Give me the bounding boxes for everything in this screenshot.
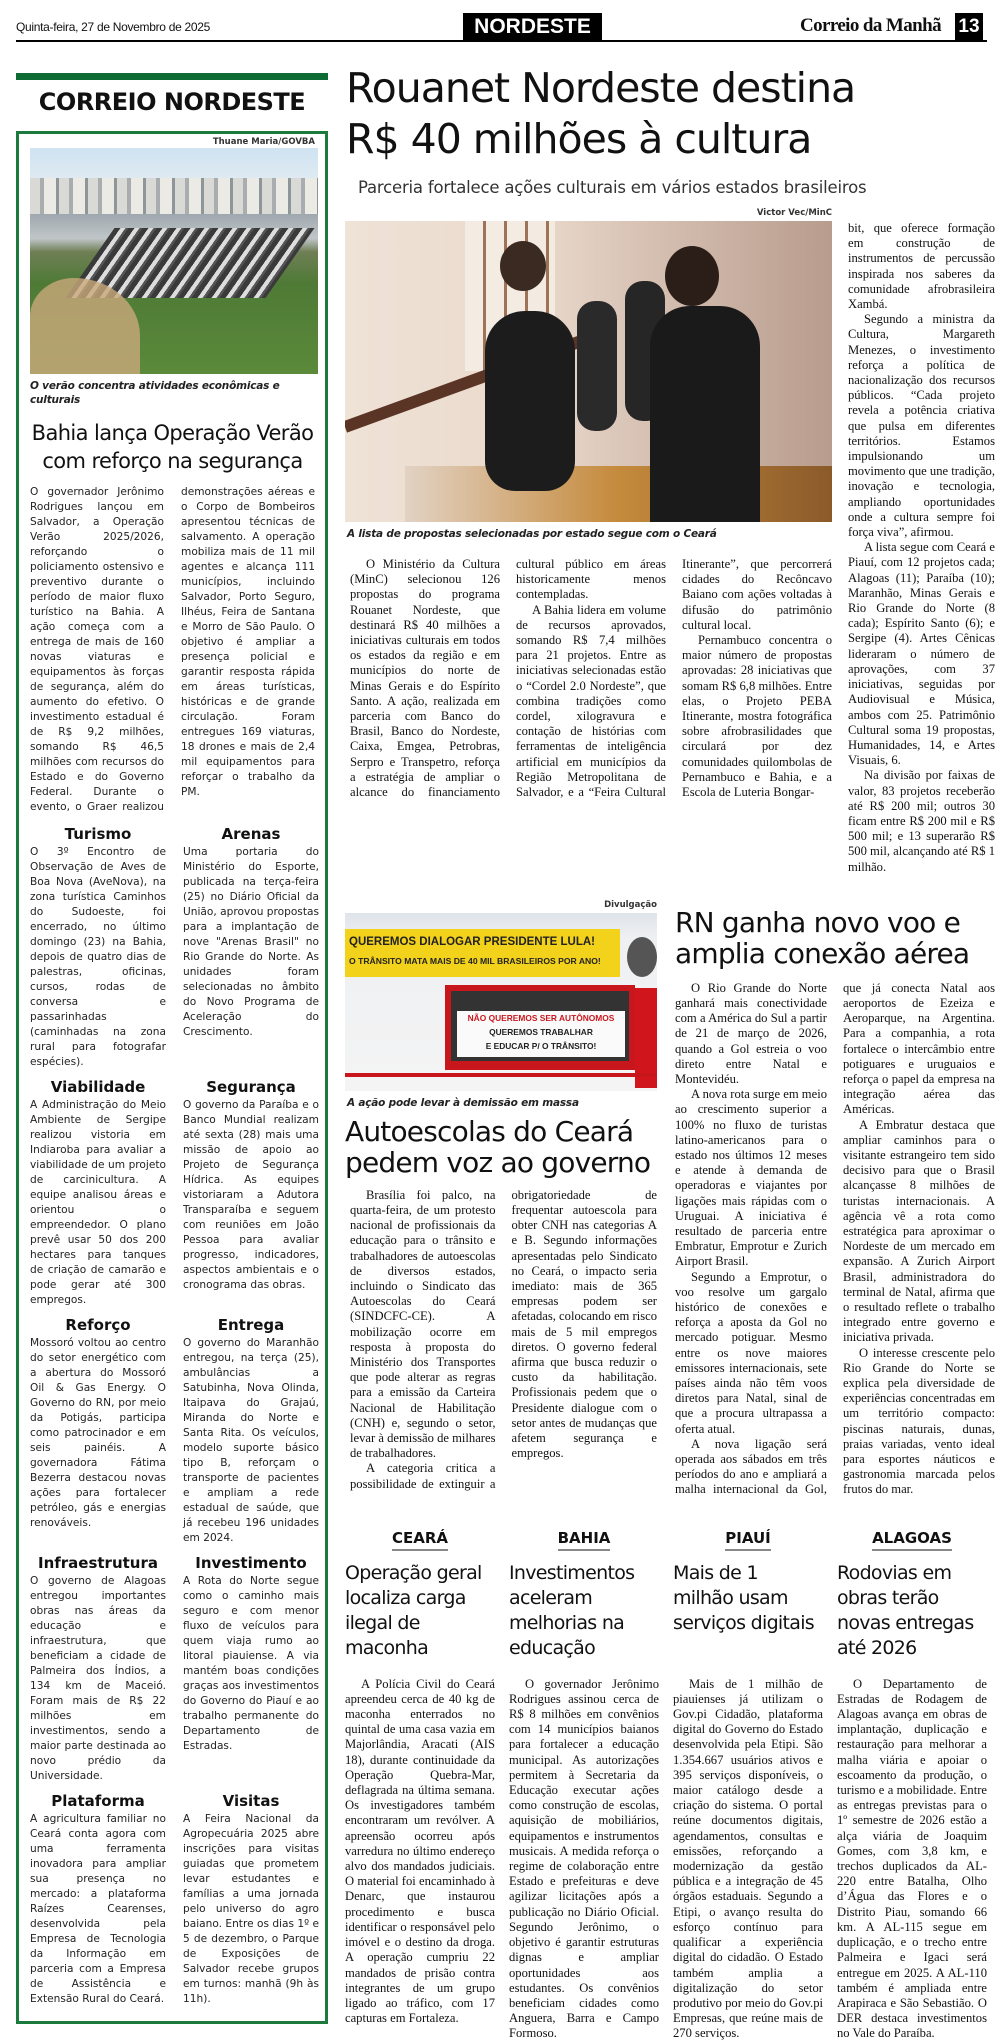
main-subtitle: Parceria fortalece ações culturais em vários estados brasileiros — [358, 178, 867, 197]
state-brief — [345, 1528, 495, 2042]
news-brief-text: Mossoró voltou ao centro do setor energético com a abertura do Mossoró Oil & Gas Energy. O Governo do RN, por meio da Potigás, participa como patrocinador e em seis painéis. A governadora Fátima Bezerra destacou novas ações para fortalecer petróleo, gás e energias renováveis. — [30, 1337, 166, 1529]
sidebar-title: CORREIO NORDESTE — [38, 88, 306, 116]
news-brief-title: Visitas — [222, 1792, 280, 1810]
paragraph: Mais de 1 milhão de piauienses já utilizam o Gov.pi Cidadão, plataforma digital do Governo do Estado desenvolvida pela Etipi. São 1.354.667 usuários ativos e 395 serviços disponíveis, o maior catálogo desde a criação do sistema. O portal reúne documentos digitais, agendamentos, consultas e emissões, reforçando a modernização da gestão pública e a integração de 45 órgãos estaduais. Segundo a Etipi, o avanço resulta do esforço contínuo para qualificar a experiência digital do cidadão. O Estado também amplia a digitalização do setor produtivo por meio do Gov.pi Empresas, que reúne mais de 270 serviços. — [673, 1676, 823, 2041]
state-label-text: CEARÁ — [392, 1529, 448, 1551]
news-brief-text: A Administração do Meio Ambiente de Sergipe realizou vistoria em Indiaroba para avaliar a viabilidade de um projeto de carcinicultura. A equipe analisou áreas e orientou o empreendedor. O plano prevê usar 50 dos 200 hectares para tanques de criação de camarão e pode gerar até 300 empregos. — [30, 1099, 166, 1306]
paragraph: Na divisão por faixas de valor, 83 projetos receberão até R$ 200 mil; outros 30 ficam entre R$ 200 mil e R$ 500 mil; e 13 superarão R$ 500 mil, alcançando até R$ 1 milhão. — [848, 768, 995, 874]
sidebar-accent-bar — [16, 73, 328, 80]
main-headline — [346, 63, 855, 165]
autoescolas-article — [345, 899, 657, 1492]
news-brief-title: Investimento — [195, 1554, 307, 1572]
state-label — [837, 1528, 987, 1547]
state-briefs — [345, 1528, 995, 2042]
paragraph: Brasília foi palco, na quarta-feira, de um protesto nacional de profissionais da educação para o trânsito e trabalhadores de autoescolas de diversos estados, incluindo o Sindicato das Autoescolas do Ceará (SINDCFC-CE). A mobilização ocorre em resposta à proposta do Ministério dos Transportes que pode alterar as regras para a emissão da Carteira Nacional de Habilitação (CNH) e, segundo o setor, levar à demissão de milhares de trabalhadores. — [350, 1187, 496, 1461]
brief-body — [673, 1677, 823, 2042]
main-headline-line: R$ 40 milhões à cultura — [346, 115, 812, 163]
photo-credit: Divulgação — [604, 899, 657, 910]
main-photo-caption: A lista de propostas selecionadas por estado segue com o Ceará — [347, 528, 717, 540]
state-brief — [673, 1528, 823, 2042]
state-label-text: PIAUÍ — [725, 1529, 770, 1551]
brief-body — [509, 1677, 659, 2042]
paragraph: O Departamento de Estradas de Rodagem de Alagoas avança em obras de implantação, duplicação e restauração para melhorar a malha viária e apoiar o escoamento da produção, o turismo e a mobilidade. Entre as entregas previstas para o 1º semestre de 2026 estão a alça viária de Joaquim Gomes, com 3,8 km, e trechos duplicados da AL-220 entre Batalha, Olho d’Água das Flores e o Distrito Piau, somando 66 km. A AL-115 segue em duplicação, e o trecho entre Palmeira e Igaci será entregue em 2025. A AL-110 também é ampliada entre Arapiraca e São Sebastião. O DER destaca investimentos no Vale do Paraíba. — [837, 1676, 987, 2041]
news-brief — [183, 1552, 319, 1784]
brief-headline: Rodovias em obras terão novas entregas até 2026 — [837, 1561, 974, 1659]
sign-text: E EDUCAR P/ O TRÂNSITO! — [485, 1040, 597, 1051]
sign-text: NÃO QUEREMOS SER AUTÔNOMOS — [467, 1012, 615, 1023]
paragraph: A categoria critica a possibilidade de extinguir a obrigatoriedade de frequentar autoescola para obter CNH nas categorias A e B. Segundo informações apresentadas pelo Sindicato no Ceará, o impacto seria imediato: mais de 365 empresas podem ser afetadas, colocando em risco mais de 5 mil empregos diretos. O governo federal afirma que busca reduzir o custo da habilitação. Profissionais pedem que o Presidente dialogue com o setor antes de mudanças que afetem segurança e empregos. — [350, 1187, 657, 1491]
autoescolas-body — [345, 1188, 657, 1492]
main-photo — [345, 221, 832, 522]
sidebar-notes — [30, 823, 319, 2007]
news-brief-title: Reforço — [65, 1316, 131, 1334]
brief-headline: Investimentos aceleram melhorias na educação — [509, 1561, 635, 1659]
main-headline-line: Rouanet Nordeste destina — [346, 64, 856, 112]
paragraph: O Rio Grande do Norte ganhará mais conectividade com a América do Sul a partir de 21 de março de 2026, quando a Gol estreia o voo direto entre Natal e Montevidéu. — [675, 980, 827, 1086]
state-label — [673, 1528, 823, 1547]
banner-text: QUEREMOS DIALOGAR PRESIDENTE LULA! — [349, 935, 595, 948]
sidebar-headline: Bahia lança Operação Verão com reforço na segurança — [31, 421, 314, 473]
sign-text: QUEREMOS TRABALHAR — [489, 1026, 593, 1037]
sidebar-photo — [30, 148, 318, 374]
news-brief — [183, 1790, 319, 2007]
sidebar-photo-caption: O verão concentra atividades econômicas e culturais — [30, 380, 280, 406]
state-label — [509, 1528, 659, 1547]
section-label: NORDESTE — [463, 13, 602, 40]
news-brief-text: A agricultura familiar no Ceará conta agora com uma ferramenta inovadora para ampliar sua presença no mercado: a plataforma Raízes Cearenses, desenvolvida pela Empresa de Tecnologia da Informação em parceria com a Empresa de Assistência e Extensão Rural do Ceará. — [30, 1813, 166, 2005]
news-brief-title: Segurança — [206, 1078, 296, 1096]
paragraph: A nova ligação será operada aos sábados em três períodos do ano e ampliará a malha internacional da Gol, que já conecta Natal aos aeroportos de Ezeiza e Aeroparque, na Argentina. Para a companhia, a rota fortalece o intercâmbio entre potiguares e uruguaios e reforça o papel da empresa na integração aérea das Américas. — [675, 980, 995, 1497]
autoescolas-photo — [345, 913, 657, 1091]
brief-body — [345, 1677, 495, 2027]
news-brief — [30, 1552, 166, 1784]
paragraph: bit, que oferece formação em construção de instrumentos de percussão inspirada nos saberes da comunidade afrobrasileira Xambá. — [848, 221, 995, 312]
rn-article — [675, 899, 995, 1498]
news-brief-title: Entrega — [217, 1316, 285, 1334]
news-brief — [183, 1314, 319, 1546]
banner-text: O TRÂNSITO MATA MAIS DE 40 MIL BRASILEIROS POR ANO! — [349, 955, 601, 966]
rn-body — [675, 981, 995, 1498]
state-label — [345, 1528, 495, 1547]
issue-date: Quinta-feira, 27 de Novembro de 2025 — [16, 20, 210, 34]
news-brief — [30, 1314, 166, 1546]
news-brief-text: O governo da Paraíba e o Banco Mundial realizam até sexta (28) mais uma missão de apoio ao Projeto de Segurança Hídrica. As equipes vistoriaram a Adutora Transparaíba e seguem com reuniões em João Pessoa para avaliar progresso, indicadores, aspectos ambientais e o cronograma das obras. — [183, 1099, 319, 1291]
main-article-side-column — [848, 207, 995, 875]
paragraph: O Ministério da Cultura (MinC) selecionou 126 propostas do programa Rouanet Nordeste, que destinará R$ 40 milhões a iniciativas culturais em todos os estados da região e em municípios do norte de Minas Gerais e do Espírito Santo. A ação, realizada em parceria com Banco do Brasil, Banco do Nordeste, Caixa, Emgea, Petrobras, Serpro e Transpetro, reforça a estratégia de ampliar o alcance do financiamento cultural público em áreas historicamente menos contempladas. — [350, 557, 666, 800]
paragraph: A Polícia Civil do Ceará apreendeu cerca de 40 kg de maconha enterrados no quintal de uma casa vazia em Majorlândia, Aracati (AIS 18), durante continuidade da Operação Quebra-Mar, deflagrada na última semana. Os investigadores também encontraram um revólver. A apreensão ocorreu após varredura no último endereço alvo dos mandados judiciais. O material foi encaminhado à Denarc, que instaurou procedimento e busca identificar o responsável pelo imóvel e o destino da droga. A operação cumpriu 22 mandados de prisão contra integrantes de um grupo ligado ao tráfico, com 17 capturas em Fortaleza. — [345, 1676, 495, 2026]
news-brief-title: Plataforma — [51, 1792, 145, 1810]
main-content — [345, 207, 995, 2042]
paragraph: A Bahia lidera em volume de recursos aprovados, somando R$ 7,4 milhões para 21 projetos. Entre as iniciativas selecionadas estão o “Cordel 2.0 Nordeste”, que combina tradições como cordel, xilogravura e contação de histórias com ferramentas de inteligência artificial em municípios da Região Metropolitana de Salvador, e a “Feira Cultural Itinerante”, que percorrerá cidades do Recôncavo Baiano com ações voltadas à difusão do patrimônio cultural local. — [516, 557, 832, 800]
paragraph: A lista segue com Ceará e Piauí, com 12 projetos cada; Alagoas (11); Paraíba (10); Maranhão, Minas Gerais e Rio Grande do Norte (8 cada); Espírito Santo (6); e Sergipe (4). Artes Cênicas lideraram o número de aprovações, com 37 iniciativas, seguidas por Audiovisual e Música, ambos com 25. Patrimônio Cultural soma 19 propostas, Humanidades, 14, e Artes Visuais, 6. — [848, 540, 995, 768]
brief-body — [837, 1677, 987, 2042]
paragraph: O governador Jerônimo Rodrigues assinou cerca de R$ 8 milhões em convênios com 14 municípios baianos para fortalecer a educação municipal. As autorizações permitem à Secretaria da Educação executar ações como construção de escolas, aquisição de mobiliários, equipamentos e instrumentos musicais. A medida reforça o regime de colaboração entre Estado e prefeituras e deve agilizar licitações após a publicação no Diário Oficial. Segundo Jerônimo, o objetivo é garantir estruturas dignas e ampliar oportunidades aos estudantes. Os convênios beneficiam cidades como Anguera, Barra e Campo Formoso. — [509, 1676, 659, 2041]
autoescolas-headline: Autoescolas do Ceará pedem voz ao governo — [345, 1114, 651, 1179]
rn-headline: RN ganha novo voo e amplia conexão aérea — [675, 905, 970, 970]
news-brief-text: A Feira Nacional da Agropecuária 2025 abre inscrições para visitas guiadas que prometem levar estudantes e famílias a uma jornada pelo universo do agro baiano. Entre os dias 1º e 5 de dezembro, o Parque de Exposições de Salvador recebe grupos em turnos: manhã (9h às 11h). — [183, 1813, 319, 2005]
news-brief — [30, 823, 166, 1070]
brief-headline: Operação geral localiza carga ilegal de maconha — [345, 1561, 482, 1659]
page-number: 13 — [955, 13, 983, 40]
paragraph: Pernambuco concentra o maior número de propostas aprovadas: 28 iniciativas que somam R$ 6,8 milhões. Entre elas, o Projeto PEBA Itinerante, mostra fotográfica sobre afrobrasilidades que circulará por dez comunidades quilombolas de Pernambuco e Bahia, e a Escola de Luteria Bongar- — [682, 633, 832, 800]
paragraph: A Embratur destaca que ampliar caminhos para o visitante estrangeiro tem sido decisivo para que o Brasil alcançasse 8 milhões de turistas internacionais. A agência vê a rota como estratégica para aproximar o Nordeste de um mercado em expansão. A Zurich Airport Brasil, administradora do terminal de Natal, afirma que o resultado reflete o trabalho integrado entre governo e iniciativa privada. — [843, 1117, 995, 1345]
news-brief — [30, 1076, 166, 1308]
paragraph: Segundo a Emprotur, o voo resolve um gargalo histórico de conexões e reforça a aposta da Gol no mercado potiguar. Mesmo entre os nove maiores emissores internacionais, sete países ainda não têm voos diretos para Natal, sinal de que a procura ultrapassa a oferta atual. — [675, 1269, 827, 1436]
photo-credit: Victor Vec/MinC — [756, 208, 832, 218]
news-brief-text: A Rota do Norte segue como o caminho mais seguro e com menor fluxo de veículos para quem viaja rumo ao litoral piauiense. A via mantém boas condições graças aos investimentos do Governo do Piauí e ao trabalho permanente do Departamento de Estradas. — [183, 1575, 319, 1752]
photo-credit: Thuane Maria/GOVBA — [212, 137, 315, 147]
news-brief-title: Viabilidade — [50, 1078, 146, 1096]
newspaper-name: Correio da Manhã — [800, 15, 941, 36]
state-brief — [837, 1528, 987, 2042]
paragraph: Segundo a ministra da Cultura, Margareth Menezes, o investimento reforça a política de nacionalização dos recursos públicos. “Cada projeto revela a potência criativa que pulsa em diferentes territórios. Estamos impulsionando um movimento que une tradição, inovação e tecnologia, ampliando oportunidades onde a cultura sempre foi força viva”, afirmou. — [848, 312, 995, 540]
news-brief — [183, 823, 319, 1070]
news-brief — [183, 1076, 319, 1308]
news-brief-text: O 3º Encontro de Observação de Aves de Boa Nova (AveNova), na zona turística Caminhos do Sudoeste, foi encerrado, no último domingo (23) na Bahia, depois de quatro dias de palestras, oficinas, cursos, rodas de conversa e passarinhadas (caminhadas na zona rural para fotografar espécies). — [30, 846, 166, 1068]
header-divider — [16, 40, 987, 42]
news-brief-title: Infraestrutura — [37, 1554, 159, 1572]
news-brief-text: O governo do Maranhão entregou, na terça (25), ambulâncias a Satubinha, Nova Olinda, Itaipava do Grajaú, Miranda do Norte e Santa Rita. Os veículos, modelo suporte básico tipo B, reforçam o transporte de pacientes e ampliam a rede estadual de saúde, que já recebeu 196 unidades em 2024. — [183, 1337, 319, 1544]
state-label-text: BAHIA — [558, 1529, 611, 1551]
news-brief-text: O governo de Alagoas entregou importantes obras nas áreas da educação e infraestrutura, que beneficiam a cidade de Palmeira dos Índios, a 134 km de Maceió. Foram mais de R$ 22 milhões em investimentos, sendo a maior parte destinada ao novo prédio da Universidade. — [30, 1575, 166, 1782]
brief-headline: Mais de 1 milhão usam serviços digitais — [673, 1561, 814, 1634]
state-label-text: ALAGOAS — [872, 1529, 952, 1551]
autoescolas-photo-caption: A ação pode levar à demissão em massa — [347, 1096, 579, 1109]
paragraph: O interesse crescente pelo Rio Grande do Norte se explica pela diversidade de experiências concentradas em um território compacto: piscinas naturais, dunas, praias variadas, vento ideal para esportes náuticos e gastronomia marcada pelos frutos do mar. — [843, 1345, 995, 1497]
news-brief-title: Turismo — [64, 825, 132, 843]
news-brief — [30, 1790, 166, 2007]
state-brief — [509, 1528, 659, 2042]
sidebar-intro-text: O governador Jerônimo Rodrigues lançou em Salvador, a Operação Verão 2025/2026, reforçando o policiamento ostensivo e preventivo durante o período de maior fluxo turístico na Bahia. A ação começa com a entrega de mais de 160 novas viaturas e equipamentos às forças de segurança, além do aumento do efetivo. O investimento estadual é de R$ 9,2 milhões, somando R$ 46,5 milhões com recursos do Estado e do Governo Federal. Durante o evento, o Graer realizou demonstrações aéreas e o Corpo de Bombeiros apresentou técnicas de salvamento. A operação mobiliza mais de 11 mil agentes e alcança 111 municípios, incluindo Salvador, Porto Seguro, Ilhéus, Feira de Santana e Morro de São Paulo. O objetivo é ampliar a presença policial e garantir resposta rápida em áreas turísticas, históricas e de grande circulação. Foram entregues 169 viaturas, 18 drones e mais de 2,4 mil equipamentos para reforçar o trabalho da PM. — [30, 486, 315, 813]
news-brief-text: Uma portaria do Ministério do Esporte, publicada na terça-feira (25) no Diário Oficial da União, aprovou propostas para a implantação de nove "Arenas Brasil" no Rio Grande do Norte. As unidades foram selecionadas no âmbito do Novo Programa de Aceleração do Crescimento. — [183, 846, 319, 1038]
sidebar-box — [16, 131, 328, 2024]
main-article-body — [345, 557, 832, 800]
news-brief-title: Arenas — [221, 825, 281, 843]
paragraph: A nova rota surge em meio ao crescimento superior a 100% no fluxo de turistas latino-americanos para o estado nos últimos 12 meses e atende à demanda de operadoras e viajantes por ligações mais rápidas com o Uruguai. A iniciativa é resultado de parceria entre Embratur, Emprotur e Zurich Airport Brasil. — [675, 1087, 827, 1269]
